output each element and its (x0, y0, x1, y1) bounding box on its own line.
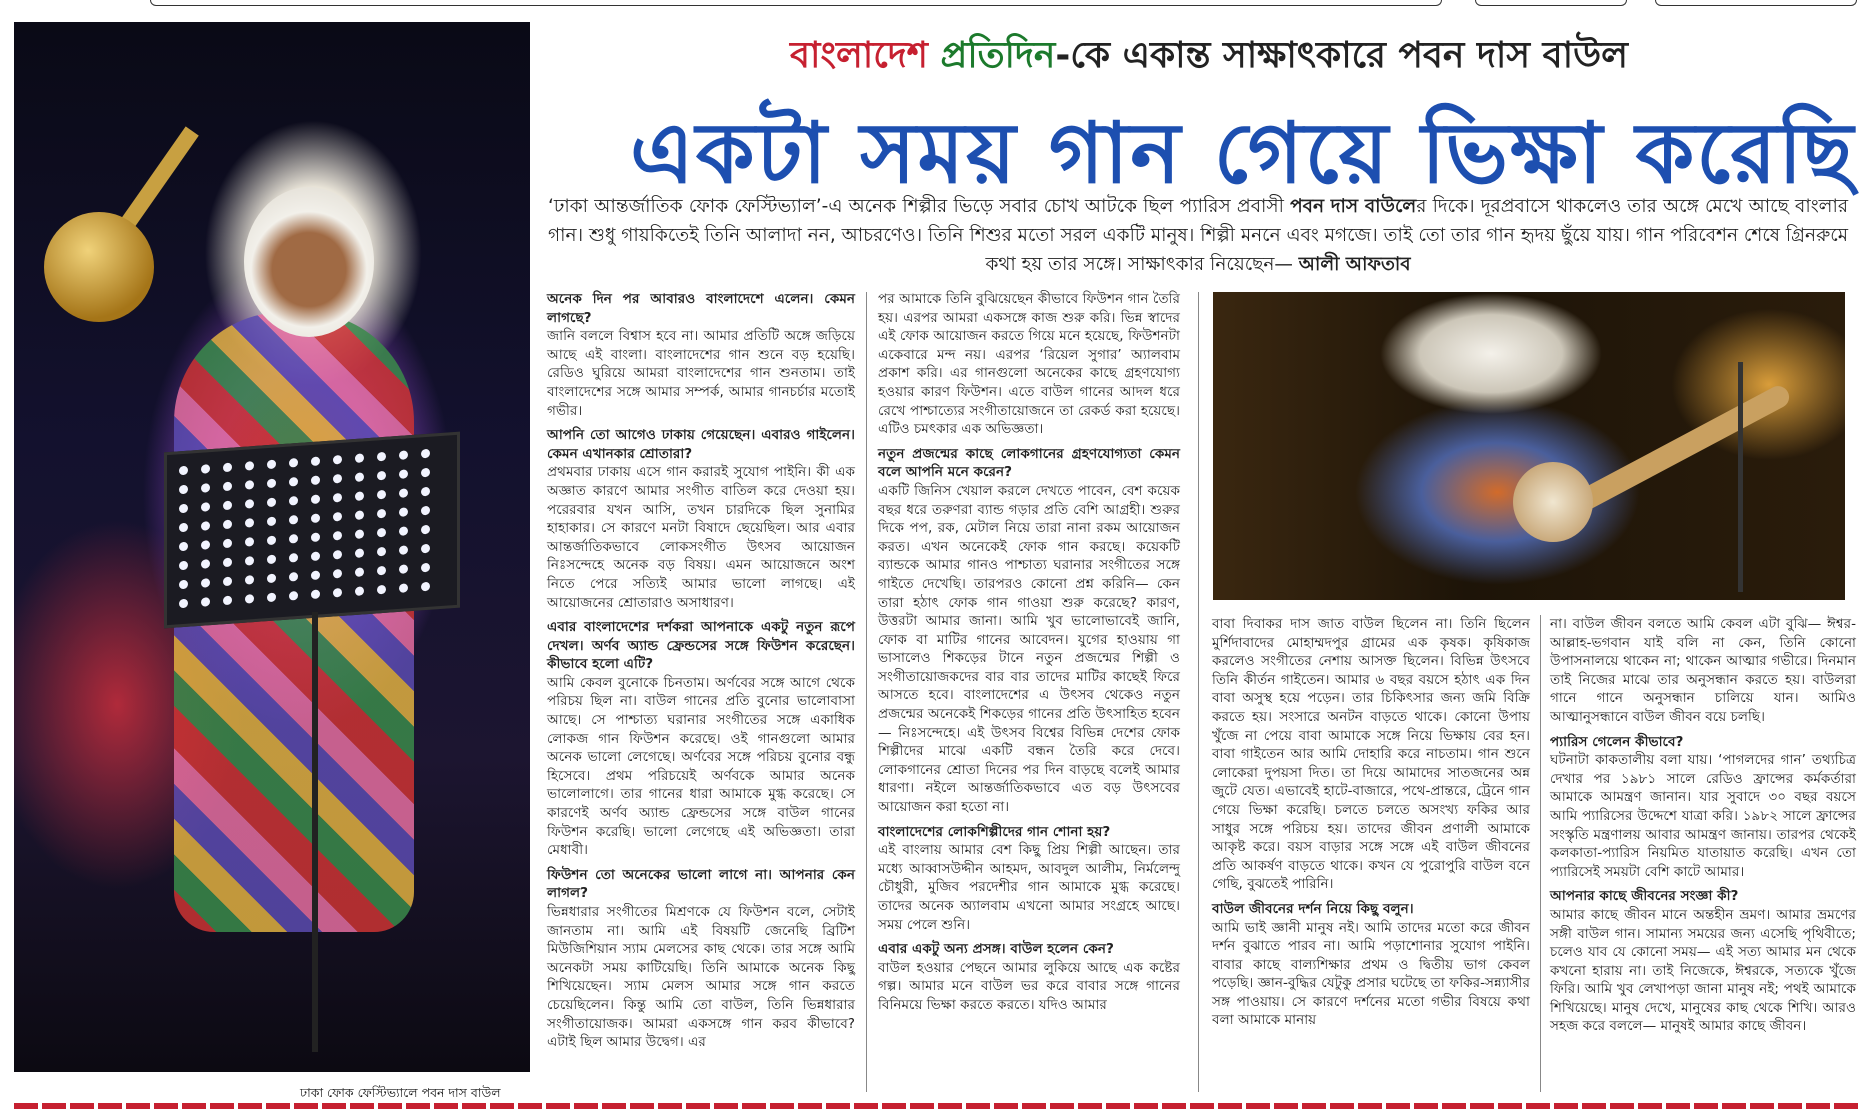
main-photo-baul-performing (14, 22, 530, 1072)
top-rule-frame (1475, 0, 1627, 6)
stand-light (311, 589, 320, 599)
answer: না। বাউল জীবন বলতে আমি কেবল এটা বুঝি— ঈশ্বর-আল্লাহ-ভগবান যাই বলি না কেন, তিনি কোনো উপাসনালয়ে থাকেন না; থাকেন আত্মার গভীরে। দিনমান তাই নিজের মাঝে তার অনুসন্ধান করতে হয়। বাউলরা গানে গানে অনুসন্ধান চালিয়ে যান। আমিও আত্মানুসন্ধানে বাউল জীবন বয়ে চলছি। (1550, 616, 1856, 725)
top-rule-frame (1655, 0, 1857, 6)
kicker-masthead-green: প্রতিদিন (927, 35, 1056, 76)
stand-light (179, 523, 188, 533)
stand-light (179, 561, 188, 571)
stand-light (267, 460, 276, 470)
stand-light (223, 577, 232, 587)
question: এবার বাংলাদেশের দর্শকরা আপনাকে একটু নতুন রূপে দেখল। অর্ণব অ্যান্ড ফ্রেন্ডসের সঙ্গে ফিউশন করেছেন। কীভাবে হলো এটি? (547, 619, 855, 673)
answer: জানি বললে বিশ্বাস হবে না। আমার প্রতিটি অঙ্গে জড়িয়ে আছে এই বাংলা। বাংলাদেশের গান শুনে বড় হয়েছি। রেডিও ঘুরিয়ে আমরা বাংলাদেশের গান শুনতাম। তাই বাংলাদেশের সঙ্গে আমার সম্পর্ক, আমার গানচর্চার মতোই গভীর। (547, 328, 855, 419)
question: ফিউশন তো অনেকের ভালো লাগে না। আপনার কেন লাগল? (547, 866, 855, 902)
stand-light (223, 520, 232, 530)
instrument-gourd (44, 212, 154, 322)
top-rule-frame (150, 0, 1442, 6)
stand-light (201, 464, 210, 474)
question: বাংলাদেশের লোকশিল্পীদের গান শোনা হয়? (878, 823, 1111, 840)
question: আপনার কাছে জীবনের সংজ্ঞা কী? (1550, 888, 1739, 905)
stand-light (311, 532, 320, 542)
question: আপনি তো আগেও ঢাকায় গেয়েছেন। এবারও গাইলেন। কেমন এখানকার শ্রোতারা? (547, 427, 855, 462)
stand-light (377, 490, 386, 500)
stand-light (311, 475, 320, 485)
stand-light (267, 479, 276, 489)
stand-light (223, 539, 232, 549)
stand-light (355, 453, 364, 463)
stand-light (223, 463, 232, 473)
stand-light (333, 474, 342, 484)
stand-light (377, 547, 386, 557)
stand-light (333, 588, 342, 598)
kicker-masthead-red: বাংলাদেশ (790, 35, 928, 76)
stand-light (245, 575, 254, 585)
stand-light (421, 544, 430, 554)
stand-light (421, 468, 430, 478)
stand-light (355, 491, 364, 501)
microphone-stand (1738, 362, 1743, 592)
stand-light (179, 580, 188, 590)
stand-light (179, 599, 188, 609)
stand-light (377, 452, 386, 462)
stand-light (399, 469, 408, 479)
intro-name: পবন দাস বাউলে (1290, 196, 1417, 217)
answer: আমার কাছে জীবন মানে অন্তহীন ভ্রমণ। আমার ভ্রমণের সঙ্গী বাউল গান। সামান্য সময়ের জন্য এসেছি পৃথিবীতে; চলেও যাব যে কোনো সময়— এই সত্য আমার মন থেকে কখনো হারায় না। তাই নিজেকে, ঈশ্বরকে, সত্যকে খুঁজে ফিরি। আমি খুব লেখাপড়া জানা মানুষ নই; পথই আমাকে শিখিয়েছে। মানুষ দেখে, মানুষের কাছ থেকে শিখি। আরও সহজ করে বললে— মানুষই আমার কাছে জীবন। (1550, 906, 1856, 1035)
intro-paragraph (548, 192, 1848, 279)
stand-light (333, 493, 342, 503)
answer: প্রথমবার ঢাকায় এসে গান করারই সুযোগ পাইনি। কী এক অজ্ঞাত কারণে আমার সংগীত বাতিল করে দেওয়া হয়। পরেরবার যখন আসি, তখন চারদিকে ছিল সুনামির হাহাকার। সে কারণে মনটা বিষাদে ছেয়েছিল। আর এবার আন্তর্জাতিকভাবে লোকসংগীত উৎসব আয়োজন নিঃসন্দেহে অনেক বড় বিষয়। এমন আয়োজনে অংশ নিতে পেরে সত্যিই আমার ভালো লাগছে। এই আয়োজনের শ্রোতারাও অসাধারণ। (547, 464, 855, 611)
stand-light (399, 488, 408, 498)
column-divider (866, 292, 867, 1092)
stand-light (355, 529, 364, 539)
stand-light (399, 545, 408, 555)
question: অনেক দিন পর আবারও বাংলাদেশে এলেন। কেমন লাগছে? (547, 291, 855, 326)
stand-light (223, 501, 232, 511)
stand-light (201, 597, 210, 607)
stand-light (355, 472, 364, 482)
column-divider (1198, 292, 1199, 1092)
stand-light (201, 502, 210, 512)
stand-light (399, 583, 408, 593)
photo-caption: ঢাকা ফোক ফেস্টিভ্যালে পবন দাস বাউল (300, 1085, 501, 1100)
stand-light (355, 586, 364, 596)
stand-light (355, 567, 364, 577)
stand-light (267, 555, 276, 565)
answer: একটি জিনিস খেয়াল করলে দেখতে পাবেন, বেশ কয়েক বছর ধরে তরুণরা ব্যান্ড গড়ার প্রতি বেশি আগ্রহী। শুরুর দিকে পপ, রক, মেটাল নিয়ে তারা নানা রকম আয়োজন করত। এখন অনেকেই ফোক গান করছে। কয়েকটি ব্যান্ডকে আমার গানও পাশ্চাত্য ঘরানার সংগীতের সঙ্গে গাইতে দেখেছি। তারপরও কোনো প্রশ্ন করিনি— কেন তারা হঠাৎ ফোক গান গাওয়া শুরু করেছে? কারণ, উত্তরটা আমার জানা। আমি খুব ভালোভাবেই জানি, ফোক বা মাটির গানের আবেদন। যুগের হাওয়ায় গা ভাসালেও শিকড়ের টানে নতুন প্রজন্মের শিল্পী ও সংগীতায়োজকদের বার বার তাদের মাটির কাছেই ফিরে আসতে হবে। বাংলাদেশের এ উৎসব থেকেও নতুন প্রজন্মের অনেকেই শিকড়ের গানের প্রতি উৎসাহিত হবেন— নিঃসন্দেহে। এই উৎসব বিশ্বের বিভিন্ন দেশের ফোক শিল্পীদের মাঝে একটি বন্ধন তৈরি করে দেবে। লোকগানের শ্রোতা দিনের পর দিন বাড়ছে বলেই আমার ধারণা। নইলে আন্তর্জাতিকভাবে এত বড় উৎসবের আয়োজন করা হতো না। (878, 482, 1180, 816)
stand-light (267, 574, 276, 584)
answer: পর আমাকে তিনি বুঝিয়েছেন কীভাবে ফিউশন গান তৈরি হয়। এরপর আমরা একসঙ্গে কাজ শুরু করি। ভিন্ন স্বাদের এই ফোক আয়োজন করতে গিয়ে মনে হয়েছে, ফিউশনটা একেবারে মন্দ নয়। এরপর ‘রিয়েল সুগার’ অ্যালবাম প্রকাশ করি। এর গানগুলো অনেকের কাছে গ্রহণযোগ্য হওয়ার কারণ ফিউশন। এতে বাউল গানের আদল ধরে রেখে পাশ্চাত্যের সংগীতায়োজনে তা রেকর্ড করা হয়েছে। এটিও চমৎকার এক অভিজ্ঞতা। (878, 291, 1180, 438)
side-photo-baul-singing (1213, 292, 1845, 600)
stand-light (399, 526, 408, 536)
stand-light (179, 466, 188, 476)
answer: বাবা দিবাকর দাস জাত বাউল ছিলেন না। তিনি ছিলেন মুর্শিদাবাদের মোহাম্মদপুর গ্রামের এক কৃষক। কৃষিকাজ করলেও সংগীতের নেশায় আসক্ত ছিলেন। বিভিন্ন উৎসবে তিনি কীর্তন গাইতেন। আমার ৬ বছর বয়সে হঠাৎ এক দিন বাবা অসুস্থ হয়ে পড়েন। তার চিকিৎসার জন্য জমি বিক্রি করতে হয়। সংসারে অনটন বাড়তে থাকে। কোনো উপায় খুঁজে না পেয়ে বাবা আমাকে সঙ্গে নিয়ে ভিক্ষায় বের হন। বাবা গাইতেন আর আমি দোহারি করে নাচতাম। গান শুনে লোকেরা দুপয়সা দিত। তা দিয়ে আমাদের সাতজনের অন্ন জুটে যেত। এভাবেই হাটে-বাজারে, পথে-প্রান্তরে, ট্রেনে গান গেয়ে ভিক্ষা করেছি। চলতে চলতে অসংখ্য ফকির আর সাধুর সঙ্গে পরিচয় হয়। তাদের জীবন প্রণালী আমাকে আকৃষ্ট করে। বয়স বাড়ার সঙ্গে সঙ্গে এই বাউল জীবনের প্রতি আকর্ষণ বাড়তে থাকে। কখন যে পুরোপুরি বাউল বনে গেছি, বুঝতেই পারিনি। (1212, 616, 1530, 893)
stand-light (267, 593, 276, 603)
stand-light (223, 558, 232, 568)
question: প্যারিস গেলেন কীভাবে? (1550, 733, 1684, 750)
headline: একটা সময় গান গেয়ে ভিক্ষা করেছি (630, 104, 1856, 202)
column-2 (878, 290, 1180, 1015)
stand-light (223, 482, 232, 492)
stand-light (377, 585, 386, 595)
column-3 (1212, 615, 1530, 1030)
stand-light (421, 449, 430, 459)
stand-light (245, 594, 254, 604)
stand-light (289, 591, 298, 601)
answer: ঘটনাটা কাকতালীয় বলা যায়। ‘পাগলদের গান’ তথ্যচিত্র দেখার পর ১৯৮১ সালে রেডিও ফ্রান্সের কর্মকর্তারা আমাকে আমন্ত্রণ জানান। যার সুবাদে ৩০ বছর বয়সে আমি প্যারিসের উদ্দেশে যাত্রা করি। ১৯৮২ সালে ফ্রান্সের সংস্কৃতি মন্ত্রণালয় আবার আমন্ত্রণ জানায়। তারপর থেকেই কলকাতা-প্যারিস নিয়মিত যাতায়াত করেছি। এখন তো প্যারিসেই সময়টা বেশি কাটে আমার। (1550, 752, 1856, 880)
stand-light (267, 536, 276, 546)
stand-light (333, 455, 342, 465)
stand-light (179, 542, 188, 552)
stand-light (289, 534, 298, 544)
bottom-rule (14, 1103, 1859, 1109)
stand-light (179, 485, 188, 495)
column-4 (1550, 615, 1856, 1036)
stand-light (421, 563, 430, 573)
performer-head (244, 187, 374, 337)
stand-light (421, 582, 430, 592)
stand-light (201, 578, 210, 588)
stand-light (311, 513, 320, 523)
stand-light (333, 569, 342, 579)
stand-light (333, 531, 342, 541)
stand-light (289, 496, 298, 506)
stand-light (223, 596, 232, 606)
stand-light (311, 456, 320, 466)
stand-light (311, 494, 320, 504)
kicker (790, 28, 1628, 88)
stand-light (289, 572, 298, 582)
instrument-body (1513, 462, 1593, 542)
stand-light (267, 517, 276, 527)
stand-pole (312, 612, 318, 1052)
kicker-text: -কে একান্ত সাক্ষাৎকারে পবন দাস বাউল (1055, 35, 1628, 76)
stand-light (245, 461, 254, 471)
question: বাউল জীবনের দর্শন নিয়ে কিছু বলুন। (1212, 900, 1414, 917)
stand-light (179, 504, 188, 514)
stand-light (245, 537, 254, 547)
stand-light (245, 480, 254, 490)
byline: আলী আফতাব (1298, 254, 1411, 275)
stand-light (311, 551, 320, 561)
stand-light (289, 458, 298, 468)
stand-light (289, 477, 298, 487)
stand-light (333, 550, 342, 560)
intro-text: ‘ঢাকা আন্তর্জাতিক ফোক ফেস্টিভ্যাল’-এ অনেক শিল্পীর ভিড়ে সবার চোখ আটকে ছিল প্যারিস প্রবাসী (548, 196, 1291, 217)
stand-light (245, 556, 254, 566)
stand-light (289, 515, 298, 525)
stand-light (311, 570, 320, 580)
stand-light (399, 564, 408, 574)
stand-light (421, 506, 430, 516)
answer: আমি কেবল বুনোকে চিনতাম। অর্ণবের সঙ্গে আগে থেকে পরিচয় ছিল না। বাউল গানের প্রতি বুনোর ভালোবাসা আছে। সে পাশ্চাত্য ঘরানার সংগীতের সঙ্গে একাধিক লোকজ গান ফিউশন করেছে। ওই গানগুলো আমার অনেক ভালো লেগেছে। অর্ণবের সঙ্গে পরিচয় বুনোর বন্ধু হিসেবে। প্রথম পরিচয়েই অর্ণবকে আমার অনেক ভালোলাগে। তার গানের ধারা আমাকে মুগ্ধ করেছে। সে কারণেই অর্ণব অ্যান্ড ফ্রেন্ডসের সঙ্গে বাউল গানের ফিউশন করেছি। ভালো লেগেছে এই অভিজ্ঞতা। তারা মেধাবী। (547, 674, 855, 859)
stand-light (289, 553, 298, 563)
top-rule (0, 0, 1875, 6)
answer: বাউল হওয়ার পেছনে আমার লুকিয়ে আছে এক কষ্টের গল্প। আমার মনে বাউল ভর করে বাবার সঙ্গে গানের বিনিময়ে ভিক্ষা করতে করতে। যদিও আমার (878, 959, 1180, 1013)
stand-light (355, 510, 364, 520)
stand-light (421, 525, 430, 535)
stand-light (355, 548, 364, 558)
stand-light (201, 483, 210, 493)
answer: ভিন্নধারার সংগীতের মিশ্রণকে যে ফিউশন বলে, সেটাই জানতাম না। আমি এই বিষয়টি জেনেছি ব্রিটিশ মিউজিশিয়ান স্যাম মেলসের কাছ থেকে। তার সঙ্গে আমি অনেকটা সময় কাটিয়েছি। তিনি আমাকে অনেক কিছু শিখিয়েছেন। স্যাম মেলস আমার সঙ্গে গান করতে চেয়েছিলেন। কিন্তু আমি তো বাউল, তিনি ভিন্নধারার সংগীতায়োজক। আমরা একসঙ্গে গান করব কীভাবে? এটাই ছিল আমার উদ্বেগ। এর (547, 904, 855, 1051)
question: এবার একটু অন্য প্রসঙ্গ। বাউল হলেন কেন? (878, 941, 1114, 958)
stand-light (201, 521, 210, 531)
stand-light (245, 499, 254, 509)
intro-text: র দিকে। দূরপ্রবাসে থাকলেও তার অঙ্গে মেখে আছে বাংলার গান। শুধু গায়কিতেই তিনি আলাদা নন, আচরণেও। তিনি শিশুর মতো সরল একটি মানুষ। শিল্পী মননে এবং মগজে। তাই তো তার গান হৃদয় ছুঁয়ে যায়। গান পরিবেশন শেষে গ্রিনরুমে কথা হয় তার সঙ্গে। সাক্ষাৎকার নিয়েছেন— (548, 196, 1848, 275)
stand-light (399, 450, 408, 460)
stand-light (201, 540, 210, 550)
stand-light (333, 512, 342, 522)
answer: এই বাংলায় আমার বেশ কিছু প্রিয় শিল্পী আছেন। তার মধ্যে আব্বাসউদ্দীন আহমদ, আবদুল আলীম, নির্মলেন্দু চৌধুরী, মুজিব পরদেশীর গান আমাকে মুগ্ধ করেছে। তাদের অনেক অ্যালবাম এখনো আমার সংগ্রহে আছে। সময় পেলে শুনি। (878, 842, 1180, 933)
column-divider (1540, 615, 1541, 1092)
stand-light (399, 507, 408, 517)
answer: আমি ভাই জ্ঞানী মানুষ নই। আমি তাদের মতো করে জীবন দর্শন বুঝাতে পারব না। আমি পড়াশোনার সুযোগ পাইনি। বাবার কাছে বাল্যশিক্ষার প্রথম ও দ্বিতীয় ভাগ কেবল পড়েছি। জ্ঞান-বুদ্ধির যেটুকু প্রসার ঘটেছে তা ফকির-সন্ন্যাসীর সঙ্গ পাওয়ায়। সে কারণে দর্শনের মতো গভীর বিষয়ে কথা বলা আমাকে মানায় (1212, 919, 1530, 1029)
stand-light (377, 528, 386, 538)
stand-light (377, 509, 386, 519)
stand-light (377, 566, 386, 576)
question: নতুন প্রজন্মের কাছে লোকগানের গ্রহণযোগ্যতা কেমন বলে আপনি মনে করেন? (878, 445, 1180, 481)
stand-light (267, 498, 276, 508)
stand-light (377, 471, 386, 481)
stand-light (421, 487, 430, 497)
music-stand (164, 432, 460, 629)
stand-light (245, 518, 254, 528)
stand-light (201, 559, 210, 569)
column-1 (547, 290, 855, 1052)
